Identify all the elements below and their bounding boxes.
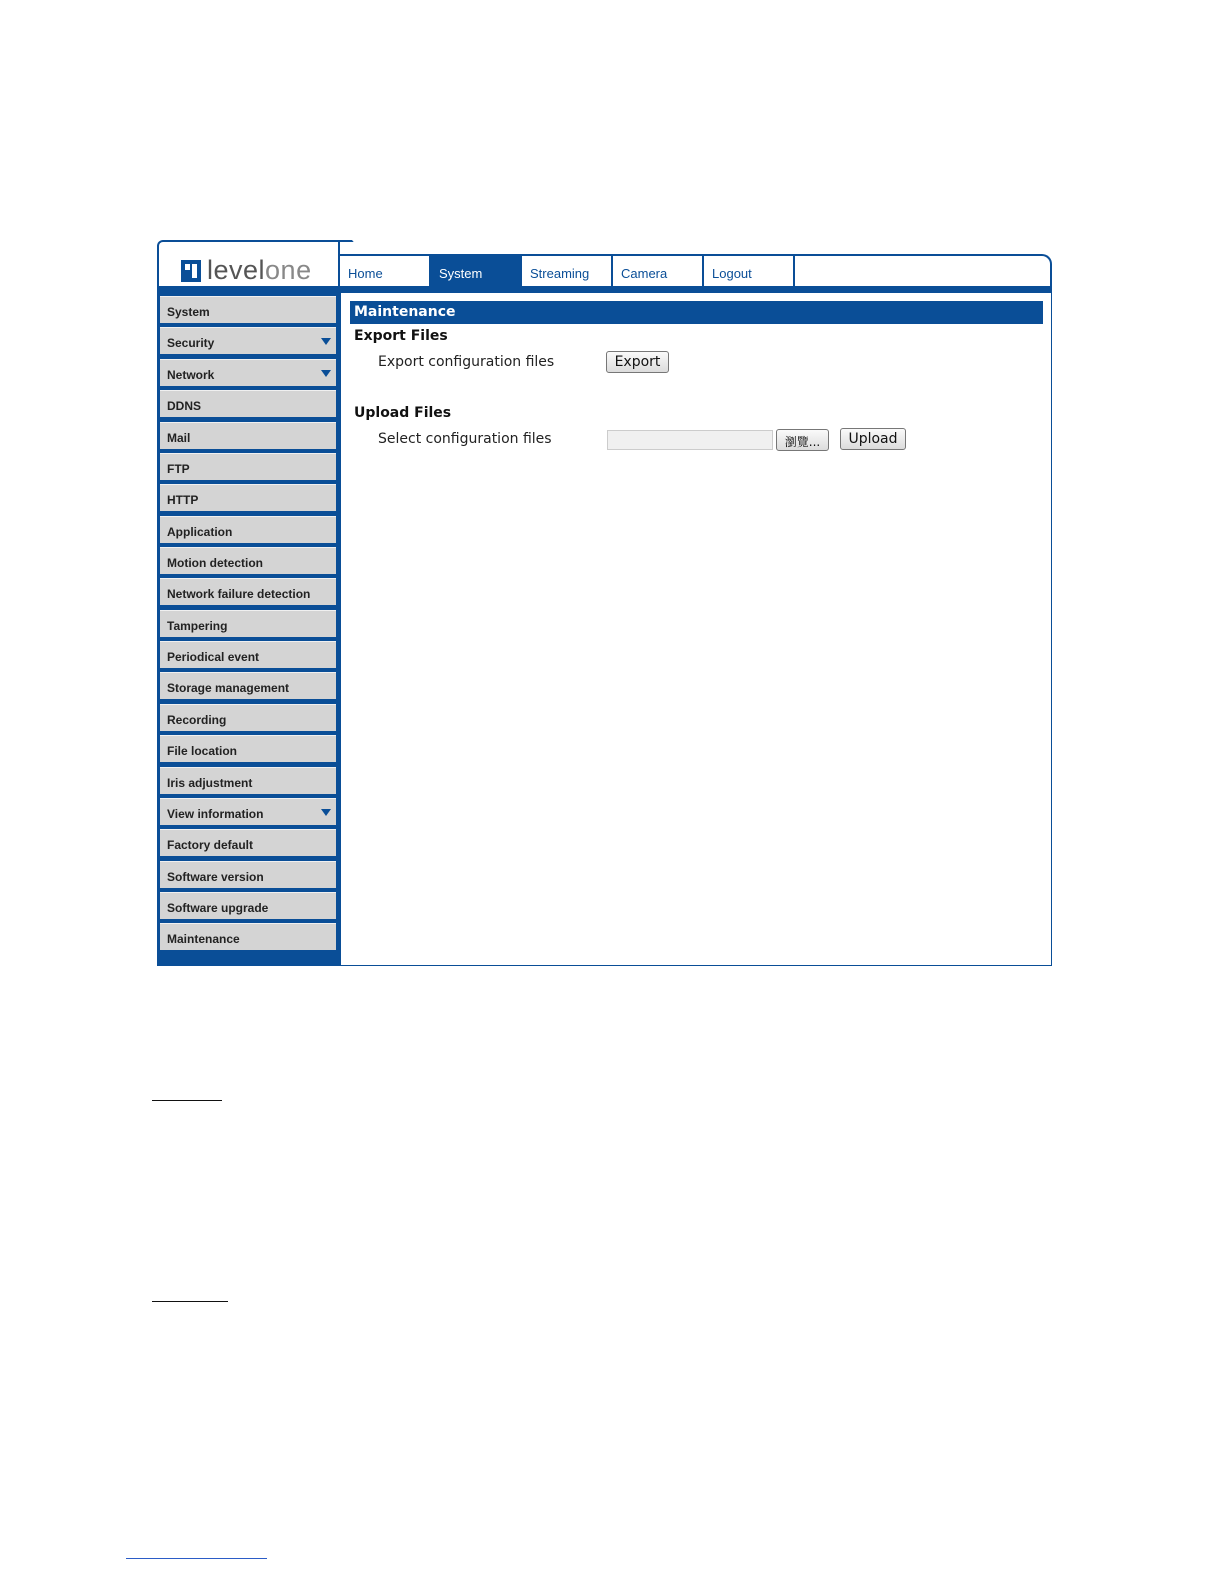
- sidebar-item-ftp[interactable]: [160, 453, 336, 480]
- sidebar-item-ddns[interactable]: [160, 390, 336, 417]
- levelone-logo: [181, 255, 312, 286]
- sidebar-item-label: Mail: [167, 431, 191, 445]
- sidebar-item-label: Tampering: [167, 619, 228, 633]
- upload-files-heading: Upload Files: [354, 405, 452, 421]
- sidebar-item-recording[interactable]: [160, 704, 336, 731]
- tab-home[interactable]: Home: [340, 256, 431, 286]
- sidebar-item-mail[interactable]: [160, 422, 336, 449]
- sidebar-item-view-information[interactable]: [160, 798, 336, 825]
- logo-tab: [157, 240, 340, 288]
- sidebar-item-maintenance[interactable]: [160, 923, 336, 950]
- sidebar-item-label: Factory default: [167, 838, 254, 852]
- sidebar: [157, 293, 341, 966]
- sidebar-item-software-version[interactable]: [160, 861, 336, 888]
- tab-logout[interactable]: Logout: [704, 256, 795, 286]
- sidebar-item-label: Network failure detection: [167, 587, 311, 601]
- sidebar-item-application[interactable]: [160, 516, 336, 543]
- sidebar-item-label: Network: [167, 368, 215, 382]
- sidebar-item-factory-default[interactable]: [160, 829, 336, 856]
- page-title: Maintenance: [350, 301, 1043, 324]
- header-divider-bar: [157, 286, 1052, 293]
- tab-camera[interactable]: Camera: [613, 256, 704, 286]
- main-content: [341, 293, 1052, 966]
- sidebar-item-http[interactable]: [160, 484, 336, 511]
- expand-arrow-icon: [321, 338, 331, 345]
- sidebar-item-label: Periodical event: [167, 650, 260, 664]
- select-config-label: Select configuration files: [378, 431, 552, 447]
- sidebar-item-file-location[interactable]: [160, 735, 336, 762]
- sidebar-item-network[interactable]: [160, 359, 336, 386]
- underline-rule: [152, 1301, 228, 1302]
- sidebar-item-label: DDNS: [167, 399, 202, 413]
- sidebar-item-tampering[interactable]: [160, 610, 336, 637]
- sidebar-item-label: Maintenance: [167, 932, 240, 946]
- footnote-rule: [126, 1558, 267, 1559]
- sidebar-item-label: Software version: [167, 870, 264, 884]
- config-file-input[interactable]: [607, 430, 773, 450]
- upload-button[interactable]: Upload: [840, 428, 906, 450]
- sidebar-item-label: Security: [167, 336, 215, 350]
- sidebar-item-system[interactable]: [160, 296, 336, 323]
- sidebar-item-storage-management[interactable]: [160, 672, 336, 699]
- sidebar-item-iris-adjustment[interactable]: [160, 767, 336, 794]
- sidebar-item-label: Software upgrade: [167, 901, 269, 915]
- sidebar-item-label: Application: [167, 525, 233, 539]
- sidebar-item-label: File location: [167, 744, 238, 758]
- export-files-heading: Export Files: [354, 328, 448, 344]
- logo-text-accent: one: [265, 255, 312, 285]
- sidebar-item-motion-detection[interactable]: [160, 547, 336, 574]
- sidebar-item-label: System: [167, 305, 210, 319]
- underline-rule: [152, 1100, 222, 1101]
- sidebar-item-label: Motion detection: [167, 556, 263, 570]
- tab-system[interactable]: System: [431, 256, 522, 286]
- sidebar-item-label: Iris adjustment: [167, 776, 253, 790]
- sidebar-item-label: HTTP: [167, 493, 199, 507]
- expand-arrow-icon: [321, 809, 331, 816]
- export-button[interactable]: Export: [606, 351, 669, 373]
- sidebar-item-label: View information: [167, 807, 264, 821]
- sidebar-item-label: FTP: [167, 462, 190, 476]
- sidebar-item-periodical-event[interactable]: [160, 641, 336, 668]
- tab-streaming[interactable]: Streaming: [522, 256, 613, 286]
- logo-text-main: level: [207, 255, 266, 285]
- camera-web-ui-window: [157, 240, 1052, 966]
- sidebar-item-software-upgrade[interactable]: [160, 892, 336, 919]
- export-config-label: Export configuration files: [378, 354, 555, 370]
- sidebar-item-label: Recording: [167, 713, 227, 727]
- sidebar-item-label: Storage management: [167, 681, 290, 695]
- levelone-logo-icon: [181, 260, 201, 282]
- sidebar-item-network-failure-detection[interactable]: [160, 578, 336, 605]
- sidebar-item-security[interactable]: [160, 327, 336, 354]
- top-nav: [340, 256, 795, 286]
- expand-arrow-icon: [321, 370, 331, 377]
- browse-button[interactable]: 瀏覽...: [776, 429, 829, 451]
